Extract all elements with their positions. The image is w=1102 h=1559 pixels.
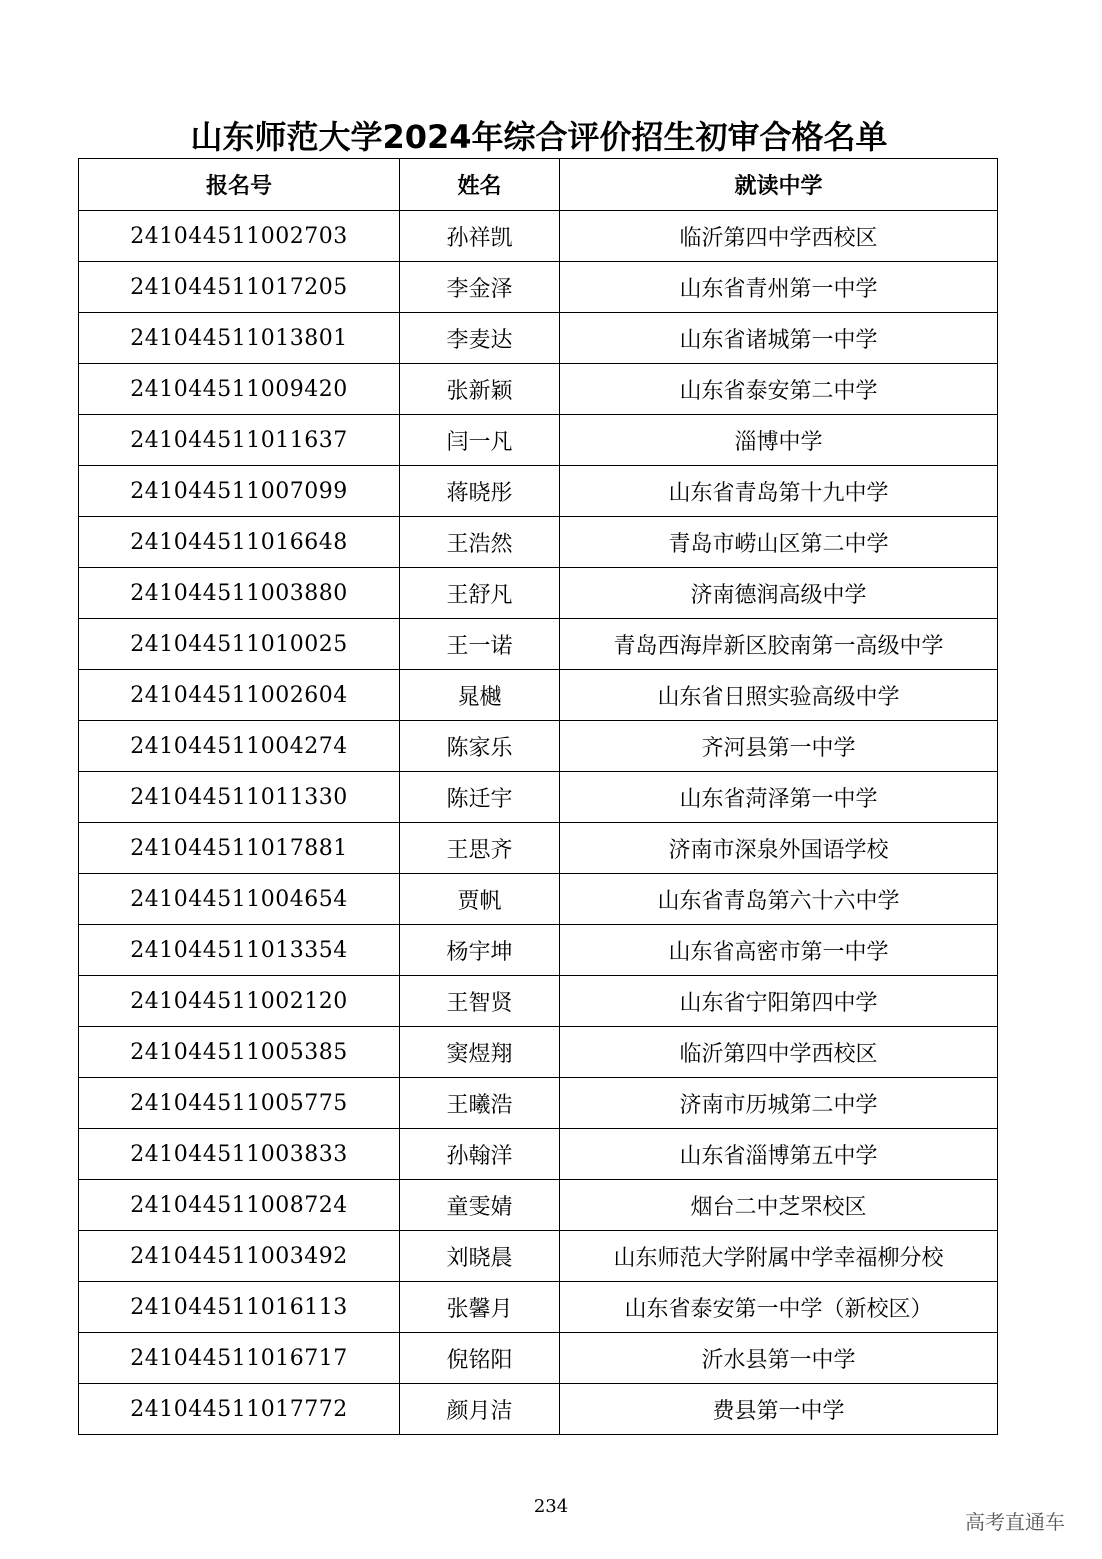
school-cell: 临沂第四中学西校区 xyxy=(560,1027,998,1078)
school-cell: 淄博中学 xyxy=(560,415,998,466)
registration-number-cell: 241044511017205 xyxy=(79,262,400,313)
registration-number-cell: 241044511002703 xyxy=(79,211,400,262)
student-name-cell: 张新颖 xyxy=(400,364,560,415)
admission-list-table xyxy=(78,158,998,1435)
student-name-cell: 李麦达 xyxy=(400,313,560,364)
student-name-cell: 孙祥凯 xyxy=(400,211,560,262)
school-cell: 山东省高密市第一中学 xyxy=(560,925,998,976)
header-school: 就读中学 xyxy=(560,159,998,211)
registration-number-cell: 241044511002120 xyxy=(79,976,400,1027)
table-row xyxy=(79,772,998,823)
watermark-text: 高考直通车 xyxy=(965,1510,1065,1534)
page-number: 234 xyxy=(533,1496,569,1517)
student-name-cell: 孙翰洋 xyxy=(400,1129,560,1180)
student-name-cell: 王浩然 xyxy=(400,517,560,568)
registration-number-cell: 241044511003833 xyxy=(79,1129,400,1180)
table-row xyxy=(79,517,998,568)
school-cell: 山东省日照实验高级中学 xyxy=(560,670,998,721)
table-row xyxy=(79,1129,998,1180)
student-name-cell: 童雯婧 xyxy=(400,1180,560,1231)
table-row xyxy=(79,874,998,925)
student-name-cell: 闫一凡 xyxy=(400,415,560,466)
school-cell: 山东省诸城第一中学 xyxy=(560,313,998,364)
table-row xyxy=(79,568,998,619)
registration-number-cell: 241044511007099 xyxy=(79,466,400,517)
registration-number-cell: 241044511011330 xyxy=(79,772,400,823)
student-name-cell: 贾帆 xyxy=(400,874,560,925)
student-name-cell: 颜月洁 xyxy=(400,1384,560,1435)
registration-number-cell: 241044511013801 xyxy=(79,313,400,364)
school-cell: 烟台二中芝罘校区 xyxy=(560,1180,998,1231)
student-name-cell: 窦煜翔 xyxy=(400,1027,560,1078)
table-row xyxy=(79,1282,998,1333)
school-cell: 济南市历城第二中学 xyxy=(560,1078,998,1129)
registration-number-cell: 241044511004274 xyxy=(79,721,400,772)
school-cell: 山东省淄博第五中学 xyxy=(560,1129,998,1180)
school-cell: 山东省青州第一中学 xyxy=(560,262,998,313)
registration-number-cell: 241044511016648 xyxy=(79,517,400,568)
school-cell: 山东省泰安第一中学（新校区） xyxy=(560,1282,998,1333)
registration-number-cell: 241044511008724 xyxy=(79,1180,400,1231)
table-row xyxy=(79,619,998,670)
table-row xyxy=(79,1333,998,1384)
table-row xyxy=(79,1180,998,1231)
table-row xyxy=(79,823,998,874)
table-row xyxy=(79,670,998,721)
table-row xyxy=(79,1027,998,1078)
header-registration-number: 报名号 xyxy=(79,159,400,211)
registration-number-cell: 241044511010025 xyxy=(79,619,400,670)
table-row xyxy=(79,364,998,415)
table-row xyxy=(79,976,998,1027)
student-name-cell: 张馨月 xyxy=(400,1282,560,1333)
registration-number-cell: 241044511016717 xyxy=(79,1333,400,1384)
table-header-row xyxy=(79,159,998,211)
registration-number-cell: 241044511003880 xyxy=(79,568,400,619)
table-row xyxy=(79,1231,998,1282)
student-name-cell: 蒋晓彤 xyxy=(400,466,560,517)
table-body xyxy=(79,211,998,1435)
table-row xyxy=(79,466,998,517)
registration-number-cell: 241044511004654 xyxy=(79,874,400,925)
table-row xyxy=(79,262,998,313)
school-cell: 山东省泰安第二中学 xyxy=(560,364,998,415)
school-cell: 沂水县第一中学 xyxy=(560,1333,998,1384)
header-name: 姓名 xyxy=(400,159,560,211)
table-row xyxy=(79,1078,998,1129)
page-title: 山东师范大学2024年综合评价招生初审合格名单 xyxy=(190,118,888,156)
student-name-cell: 晁樾 xyxy=(400,670,560,721)
student-name-cell: 王舒凡 xyxy=(400,568,560,619)
registration-number-cell: 241044511003492 xyxy=(79,1231,400,1282)
school-cell: 费县第一中学 xyxy=(560,1384,998,1435)
student-name-cell: 李金泽 xyxy=(400,262,560,313)
student-name-cell: 王智贤 xyxy=(400,976,560,1027)
table-row xyxy=(79,415,998,466)
school-cell: 青岛市崂山区第二中学 xyxy=(560,517,998,568)
student-name-cell: 王曦浩 xyxy=(400,1078,560,1129)
registration-number-cell: 241044511009420 xyxy=(79,364,400,415)
student-name-cell: 刘晓晨 xyxy=(400,1231,560,1282)
table-row xyxy=(79,1384,998,1435)
student-name-cell: 王一诺 xyxy=(400,619,560,670)
table-row xyxy=(79,925,998,976)
registration-number-cell: 241044511017881 xyxy=(79,823,400,874)
table-row xyxy=(79,721,998,772)
student-name-cell: 陈迁宇 xyxy=(400,772,560,823)
registration-number-cell: 241044511005385 xyxy=(79,1027,400,1078)
table-row xyxy=(79,313,998,364)
table-row xyxy=(79,211,998,262)
school-cell: 山东师范大学附属中学幸福柳分校 xyxy=(560,1231,998,1282)
registration-number-cell: 241044511011637 xyxy=(79,415,400,466)
school-cell: 山东省宁阳第四中学 xyxy=(560,976,998,1027)
school-cell: 山东省青岛第十九中学 xyxy=(560,466,998,517)
registration-number-cell: 241044511016113 xyxy=(79,1282,400,1333)
student-name-cell: 杨宇坤 xyxy=(400,925,560,976)
student-name-cell: 倪铭阳 xyxy=(400,1333,560,1384)
school-cell: 济南德润高级中学 xyxy=(560,568,998,619)
registration-number-cell: 241044511017772 xyxy=(79,1384,400,1435)
registration-number-cell: 241044511002604 xyxy=(79,670,400,721)
school-cell: 济南市深泉外国语学校 xyxy=(560,823,998,874)
registration-number-cell: 241044511013354 xyxy=(79,925,400,976)
school-cell: 山东省青岛第六十六中学 xyxy=(560,874,998,925)
school-cell: 青岛西海岸新区胶南第一高级中学 xyxy=(560,619,998,670)
school-cell: 齐河县第一中学 xyxy=(560,721,998,772)
school-cell: 临沂第四中学西校区 xyxy=(560,211,998,262)
school-cell: 山东省菏泽第一中学 xyxy=(560,772,998,823)
student-name-cell: 陈家乐 xyxy=(400,721,560,772)
student-name-cell: 王思齐 xyxy=(400,823,560,874)
registration-number-cell: 241044511005775 xyxy=(79,1078,400,1129)
